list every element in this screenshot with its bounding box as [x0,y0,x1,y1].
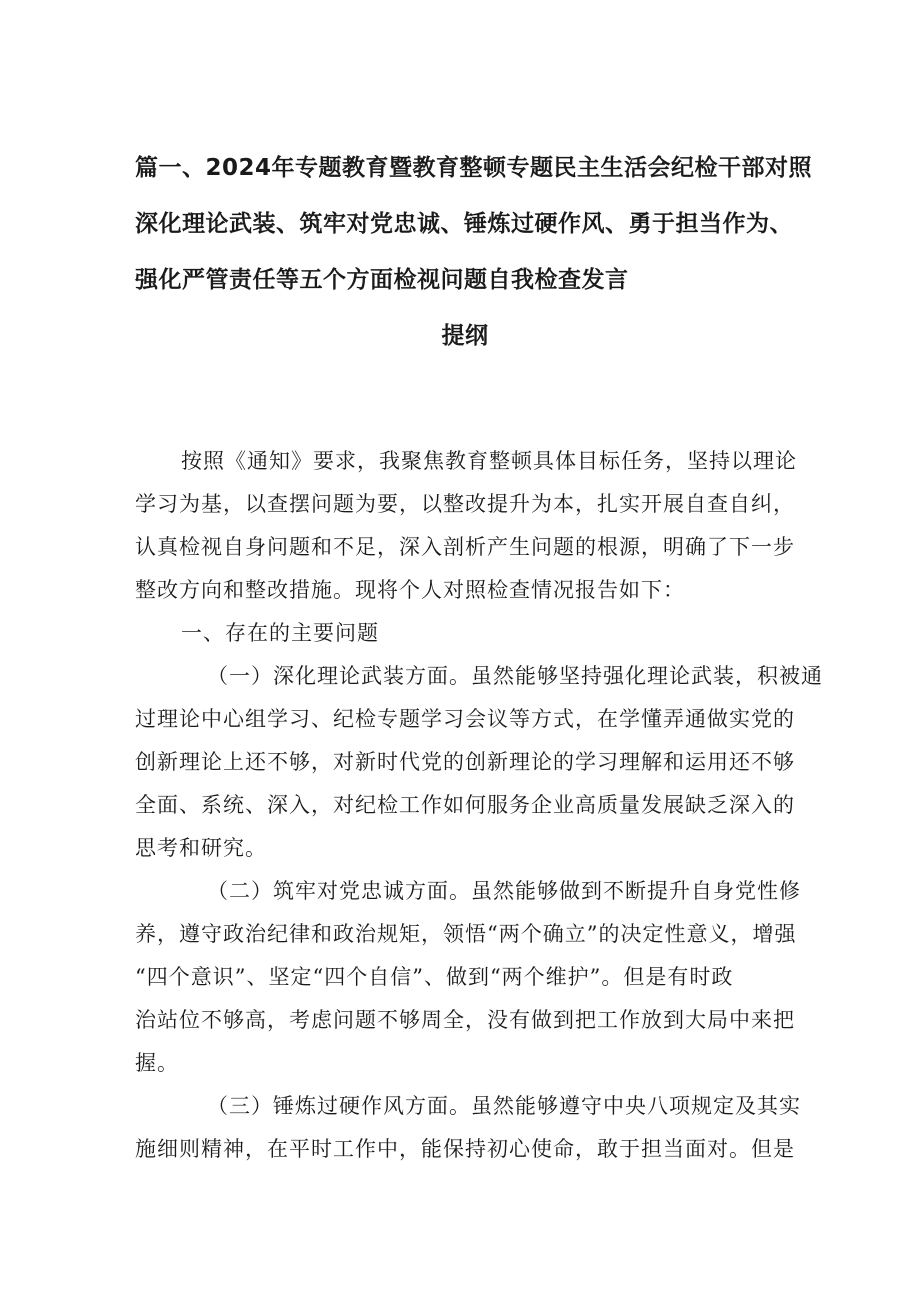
paragraph-intro-line-4: 整改方向和整改措施。现将个人对照检查情况报告如下： [135,578,685,602]
document-title [135,140,813,364]
paragraph-intro-line-1: 按照《通知》要求，我聚焦教育整顿具体目标任务，坚持以理论 [181,449,797,473]
paragraph-2-line-1: （二）筑牢对党忠诚方面。虽然能够做到不断提升自身党性修 [207,879,801,903]
paragraph-3-line-2: 施细则精神，在平时工作中，能保持初心使命，敢于担当面对。但是 [135,1137,795,1161]
paragraph-1-line-3: 创新理论上还不够，对新时代党的创新理论的学习理解和运用还不够 [135,750,795,774]
paragraph-3-line-1: （三）锤炼过硬作风方面。虽然能够遵守中央八项规定及其实 [207,1094,801,1118]
document-body [135,440,823,1171]
paragraph-2-line-4: 治站位不够高，考虑问题不够周全，没有做到把工作放到大局中来把 [135,1008,795,1032]
paragraph-1-line-5: 思考和研究。 [135,836,267,860]
title-line-3: 强化严管责任等五个方面检视问题自我检查发言 [135,267,629,293]
title-line-2: 深化理论武装、筑牢对党忠诚、锤炼过硬作风、勇于担当作为、 [135,211,793,237]
paragraph-intro-line-3: 认真检视自身问题和不足，深入剖析产生问题的根源，明确了下一步 [135,535,795,559]
paragraph-2-line-3: “四个意识”、坚定“四个自信”、做到“两个维护”。但是有时政 [135,965,734,989]
paragraph-2-line-5: 握。 [135,1051,179,1075]
paragraph-intro-line-2: 学习为基，以查摆问题为要，以整改提升为本，扎实开展自查自纠， [135,492,795,516]
paragraph-1-line-1: （一）深化理论武装方面。虽然能够坚持强化理论武装，积被通 [207,664,823,688]
paragraph-1-line-4: 全面、系统、深入，对纪检工作如何服务企业高质量发展缺乏深入的 [135,793,795,817]
title-line-4: 提纲 [441,323,489,349]
section-heading-1: 一、存在的主要问题 [181,621,379,645]
paragraph-2-line-2: 养，遵守政治纪律和政治规矩，领悟“两个确立”的决定性意义，增强 [135,922,797,946]
title-line-1: 篇一、2024年专题教育暨教育整顿专题民主生活会纪检干部对照 [135,155,813,181]
paragraph-1-line-2: 过理论中心组学习、纪检专题学习会议等方式，在学懂弄通做实党的 [135,707,795,731]
